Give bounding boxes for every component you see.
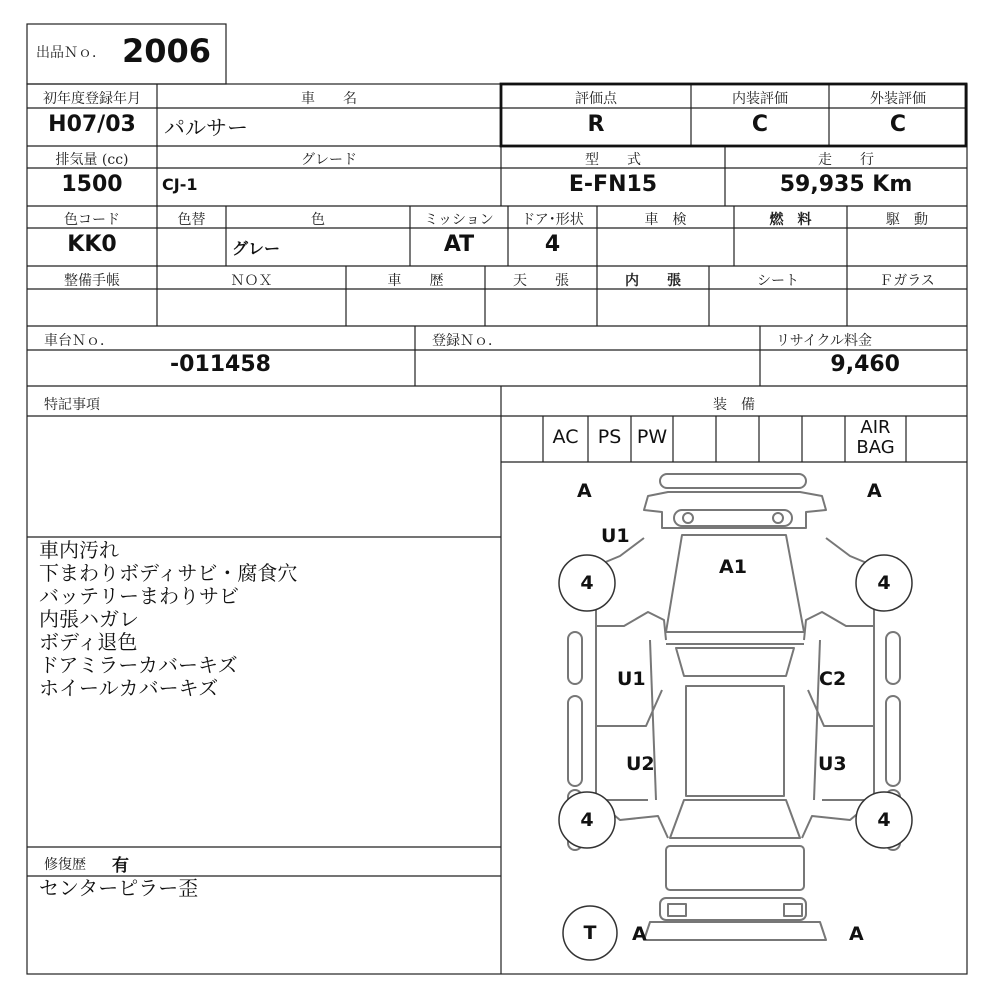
recycle-label: リサイクル料金 — [776, 333, 873, 349]
equipment-airbag-line1: AIR — [860, 417, 891, 438]
car-name-value: パルサー — [164, 116, 248, 140]
fuel-label: 燃 料 — [769, 212, 812, 228]
repair-value: 有 — [112, 856, 129, 876]
equipment-label: 装 備 — [713, 397, 755, 413]
remark-note: ホイールカバーキズ — [39, 676, 219, 700]
remark-note: ボディ退色 — [39, 630, 138, 654]
left-front-door-mark: U1 — [617, 668, 646, 690]
color-label: 色 — [311, 212, 325, 228]
maintenance-label: 整備手帳 — [64, 273, 120, 289]
recycle-value: 9,460 — [830, 352, 900, 377]
color-code-label: 色コード — [64, 212, 120, 228]
displacement-value: 1500 — [61, 172, 123, 197]
history-label: 車 歴 — [387, 273, 444, 289]
model-value: E-FN15 — [568, 172, 658, 197]
doors-value: 4 — [544, 232, 561, 257]
mission-label: ミッション — [424, 212, 494, 228]
chassis-label: 車台Ｎｏ． — [44, 333, 114, 349]
color-change-label: 色替 — [177, 212, 206, 228]
seat-label: シート — [757, 273, 799, 289]
sunroof-label: 天 張 — [513, 273, 569, 289]
spare-tire-mark: T — [583, 922, 597, 944]
drive-label: 駆 動 — [886, 212, 928, 228]
right-rear-door-mark: U3 — [818, 753, 847, 775]
glass-label: Ｆガラス — [879, 273, 935, 289]
reg-no-label: 登録Ｎｏ． — [432, 333, 502, 349]
grade-label: グレード — [301, 152, 357, 168]
equipment-ps: PS — [597, 426, 622, 448]
equipment-ac: AC — [552, 426, 579, 448]
u1-top-mark: U1 — [601, 525, 630, 547]
tire-rr-mark: 4 — [877, 809, 891, 831]
repair-note: センターピラー歪 — [39, 876, 199, 900]
lot-number: 2006 — [122, 32, 212, 70]
first-reg-label: 初年度登録年月 — [43, 91, 141, 107]
mileage-label: 走 行 — [818, 152, 874, 168]
chassis-value: -011458 — [170, 352, 271, 377]
inspection-label: 車 検 — [644, 212, 687, 228]
repair-label: 修復歴 — [44, 857, 86, 873]
interior-value: C — [751, 112, 769, 137]
remark-note: 下まわりボディサビ・腐食穴 — [39, 561, 298, 585]
front-right-mark: A — [867, 480, 882, 502]
tire-fl-mark: 4 — [580, 572, 594, 594]
remark-note: ドアミラーカバーキズ — [39, 653, 238, 677]
doors-label: ドア･形状 — [521, 212, 584, 228]
remarks-label: 特記事項 — [44, 397, 100, 413]
front-left-mark: A — [577, 480, 592, 502]
lot-label: 出品Ｎｏ． — [36, 45, 106, 61]
remark-note: 内張ハガレ — [39, 607, 139, 631]
first-reg-value: H07/03 — [48, 112, 136, 137]
tire-fr-mark: 4 — [877, 572, 891, 594]
rear-left-mark: A — [632, 923, 647, 945]
remark-note: バッテリーまわりサビ — [39, 584, 239, 608]
color-value: グレー — [232, 239, 281, 258]
score-label: 評価点 — [575, 91, 617, 107]
color-code-value: KK0 — [67, 232, 117, 257]
right-front-door-mark: C2 — [819, 668, 847, 690]
grade-value: CJ-1 — [162, 175, 198, 194]
nox-label: ＮＯＸ — [230, 273, 273, 289]
rear-right-mark: A — [849, 923, 864, 945]
exterior-value: C — [889, 112, 907, 137]
car-name-label: 車 名 — [301, 91, 357, 107]
displacement-label: 排気量 (cc) — [55, 152, 129, 168]
model-label: 型 式 — [585, 152, 641, 168]
score-value: R — [587, 112, 605, 137]
left-rear-door-mark: U2 — [626, 753, 655, 775]
tire-rl-mark: 4 — [580, 809, 594, 831]
mission-value: AT — [443, 232, 475, 257]
interior-trim-label: 内 張 — [625, 273, 681, 289]
equipment-pw: PW — [636, 426, 668, 448]
remark-note: 車内汚れ — [39, 538, 119, 562]
exterior-label: 外装評価 — [870, 91, 926, 107]
mileage-value: 59,935 Km — [779, 172, 913, 197]
roof-mark: A1 — [719, 556, 747, 578]
equipment-airbag-line2: BAG — [856, 437, 895, 458]
interior-label: 内装評価 — [732, 91, 788, 107]
